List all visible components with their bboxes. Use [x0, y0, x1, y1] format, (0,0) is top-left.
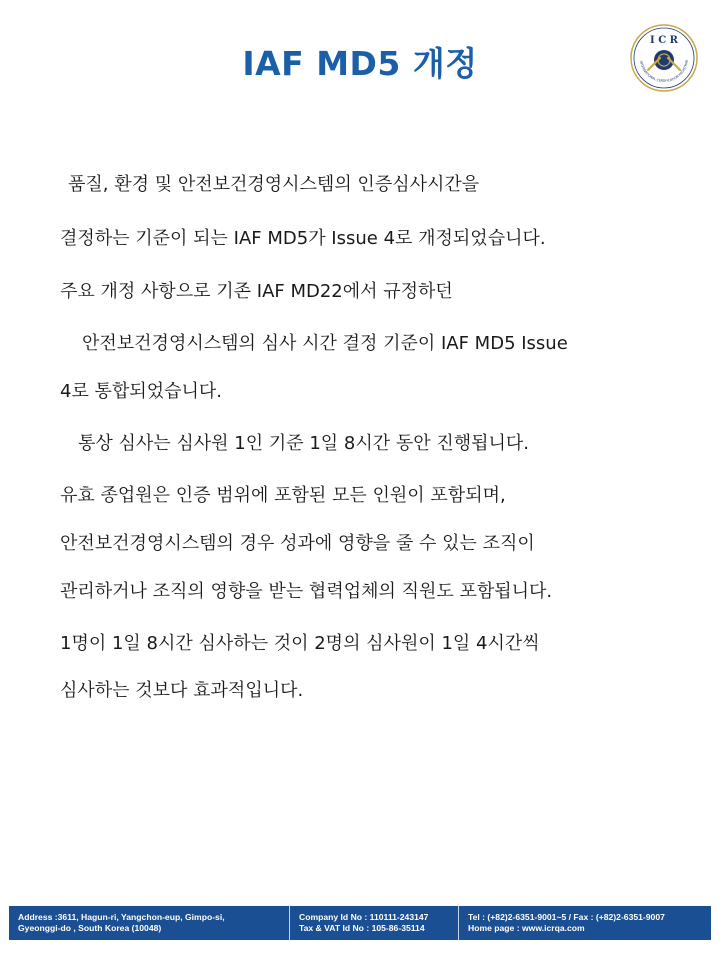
body-line: 관리하거나 조직의 영향을 받는 협력업체의 직원도 포함됩니다. [60, 581, 553, 602]
footer-address-line1: Address :3611, Hagun-ri, Yangchon-eup, Gimpo-si, [18, 911, 225, 922]
body-line: 안전보건경영시스템의 심사 시간 결정 기준이 IAF MD5 Issue [82, 333, 568, 354]
body-line: 4로 통합되었습니다. [60, 381, 222, 402]
footer-tax-id: Tax & VAT Id No : 105-86-35114 [299, 923, 425, 933]
body-line: 주요 개정 사항으로 기존 IAF MD22에서 규정하던 [60, 281, 453, 302]
logo-letters: I C R [650, 35, 678, 46]
body-line: 안전보건경영시스템의 경우 성과에 영향을 줄 수 있는 조직이 [60, 533, 535, 554]
footer-address [9, 906, 290, 940]
body-line: 심사하는 것보다 효과적입니다. [60, 680, 304, 701]
body-line: 품질, 환경 및 안전보건경영시스템의 인증심사시간을 [68, 174, 480, 195]
footer-company-id: Company Id No : 110111-243147 [299, 911, 429, 922]
body-line: 통상 심사는 심사원 1인 기준 1일 8시간 동안 진행됩니다. [78, 433, 529, 454]
footer-address-line2: Gyeonggi-do , South Korea (10048) [18, 923, 162, 933]
footer-ids [290, 906, 459, 940]
body-line: 1명이 1일 8시간 심사하는 것이 2명의 심사원이 1일 4시간씩 [60, 633, 540, 654]
page-title: IAF MD5 개정 [242, 44, 478, 83]
body-line: 유효 종업원은 인증 범위에 포함된 모든 인원이 포함되며, [60, 485, 506, 506]
body-line: 결정하는 기준이 되는 IAF MD5가 Issue 4로 개정되었습니다. [60, 228, 546, 249]
footer-contact [459, 906, 674, 940]
footer-tel-fax: Tel : (+82)2-6351-9001~5 / Fax : (+82)2-6351-9007 [468, 911, 665, 922]
footer-bar [9, 906, 711, 940]
icr-logo [630, 24, 698, 92]
body-content [60, 170, 666, 706]
logo-ring-text: INTERNATIONAL CERTIFICATION REGISTRAR [639, 59, 689, 84]
footer-homepage-link[interactable]: Home page : www.icrqa.com [468, 923, 585, 933]
